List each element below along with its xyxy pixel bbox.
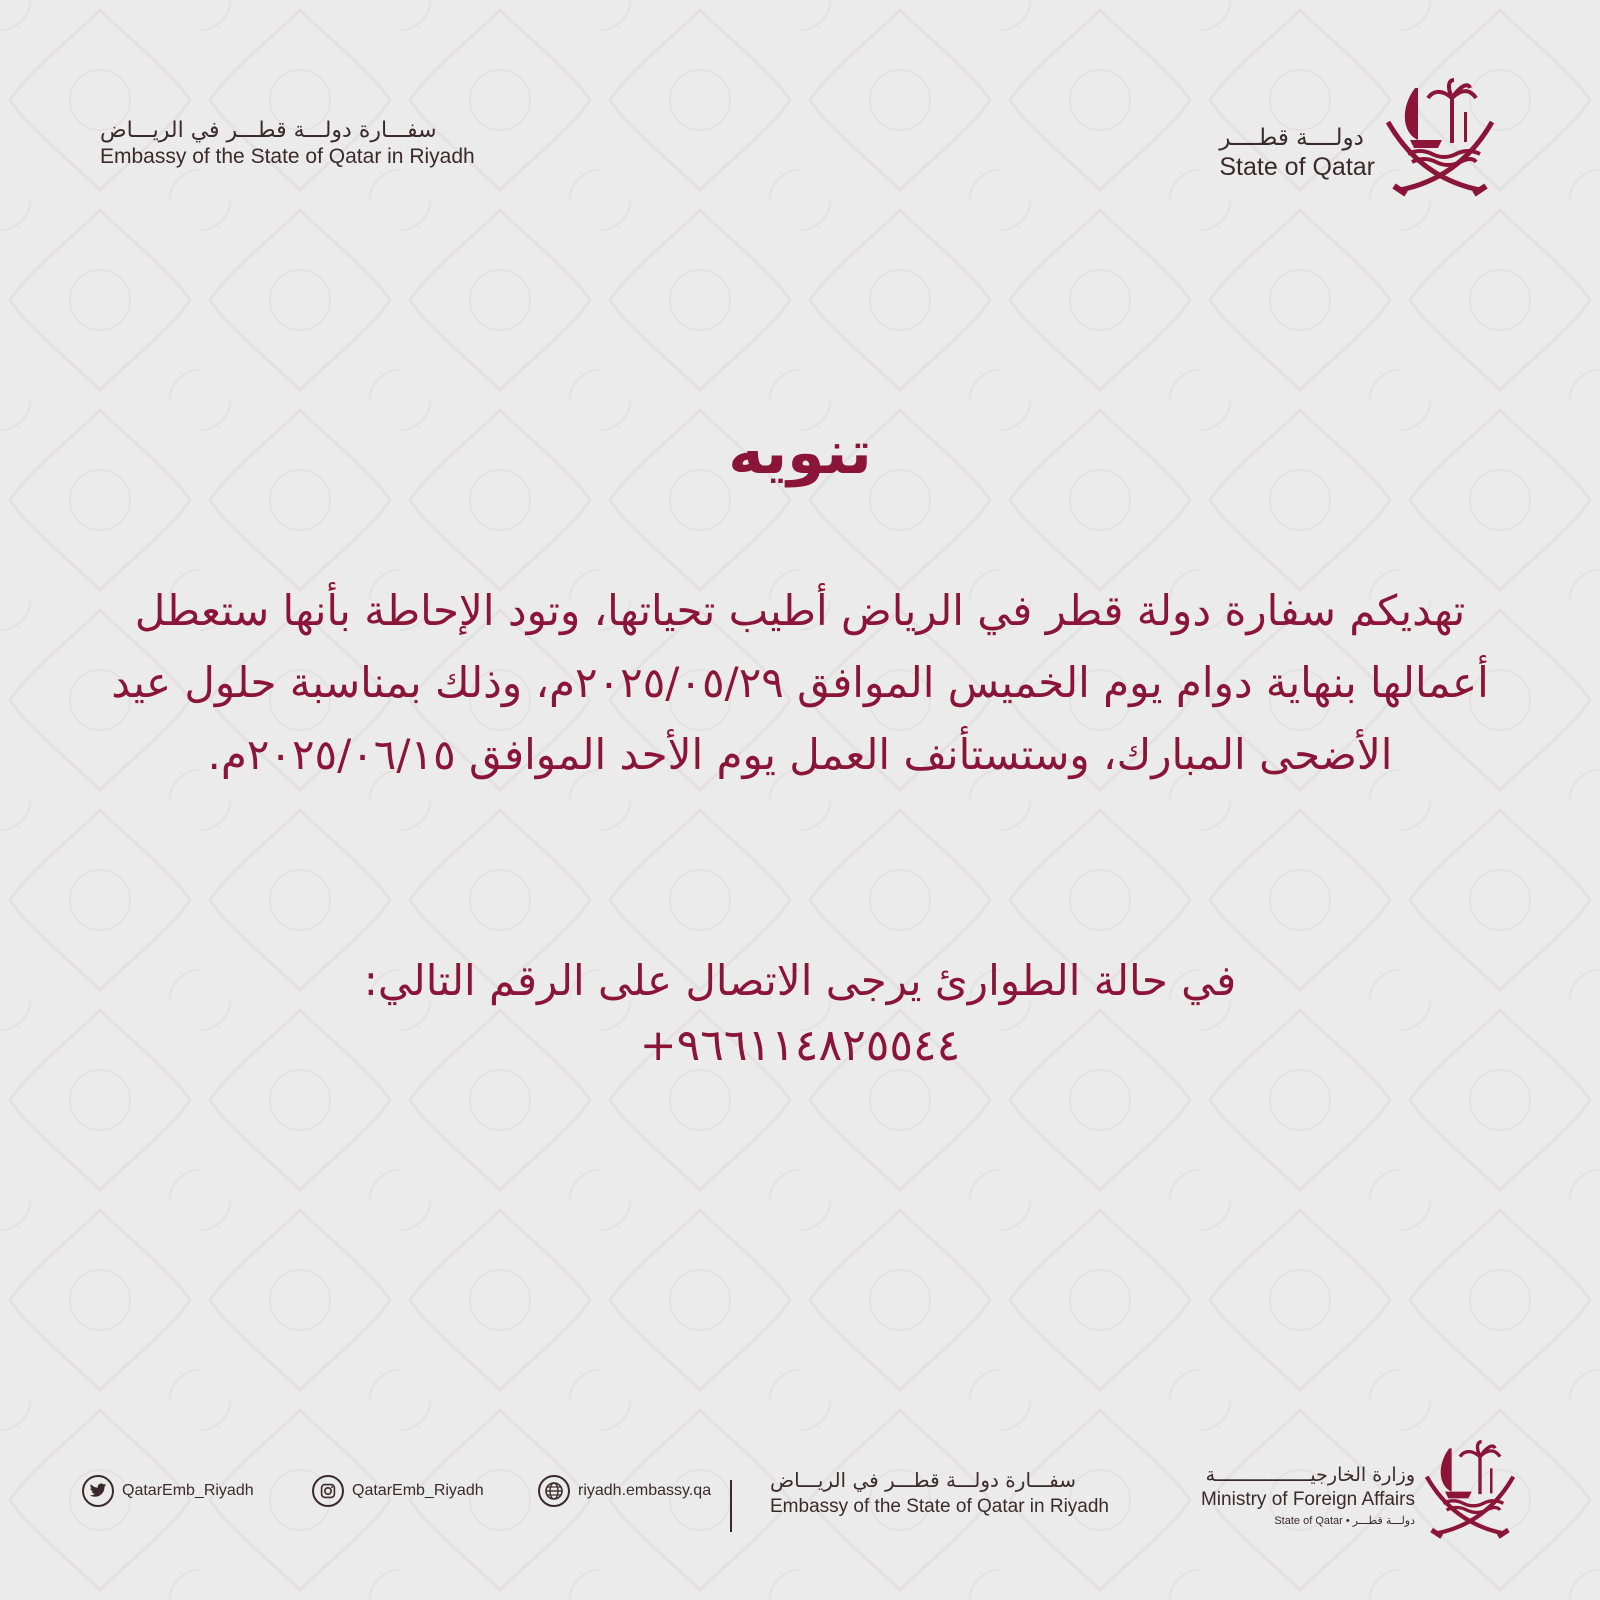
twitter-handle: QatarEmb_Riyadh [122, 1482, 254, 1499]
twitter-icon [82, 1475, 114, 1507]
website-link[interactable] [538, 1475, 711, 1507]
footer-divider [730, 1480, 732, 1532]
qatar-emblem-icon [1380, 78, 1500, 198]
footer [0, 1440, 1600, 1560]
state-name-ar: دولــــة قطــــر [1219, 125, 1364, 151]
embassy-header [100, 118, 520, 169]
footer-embassy-en: Embassy of the State of Qatar in Riyadh [770, 1496, 1110, 1517]
globe-icon [538, 1475, 570, 1507]
instagram-handle: QatarEmb_Riyadh [352, 1482, 484, 1499]
footer-embassy-ar: سفـــارة دولـــة قطـــر في الريـــاض [770, 1468, 1076, 1492]
footer-embassy [770, 1468, 1109, 1518]
mofa-state-label: State of Qatar • دولـــة قطـــر [1274, 1515, 1415, 1527]
emergency-text: في حالة الطوارئ يرجى الاتصال على الرقم التالي: [363, 956, 1237, 1005]
notice-title: تنويه [728, 418, 872, 488]
instagram-icon [312, 1475, 344, 1507]
mofa-name-ar: وزارة الخارجيـــــــــــــــــة [1205, 1464, 1415, 1486]
emergency-phone: +٩٦٦١١٤٨٢٥٥٤٤ [639, 1020, 961, 1071]
embassy-name-ar: سفـــارة دولـــة قطـــر في الريـــاض [100, 118, 437, 143]
embassy-name-en: Embassy of the State of Qatar in Riyadh [100, 145, 475, 168]
mofa-emblem-icon [1420, 1440, 1520, 1540]
notice-body: تهديكم سفارة دولة قطر في الرياض أطيب تحياتها، وتود الإحاطة بأنها ستعطل أعمالها بنهاية دوام يوم الخميس الموافق ٢٠٢٥/٠٥/٢٩م، وذلك بمناسبة حلول عيد الأضحى المبارك، وستستأنف العمل يوم الأحد الموافق ٢٠٢٥/٠٦/١٥م. [111, 586, 1489, 779]
instagram-link[interactable] [312, 1475, 484, 1507]
twitter-link[interactable] [82, 1475, 254, 1507]
mofa-name-en: Ministry of Foreign Affairs [1200, 1489, 1415, 1510]
state-header [1219, 125, 1375, 182]
state-name-en: State of Qatar [1219, 153, 1375, 181]
footer-mofa [1185, 1464, 1415, 1527]
website-url: riyadh.embassy.qa [578, 1482, 712, 1499]
